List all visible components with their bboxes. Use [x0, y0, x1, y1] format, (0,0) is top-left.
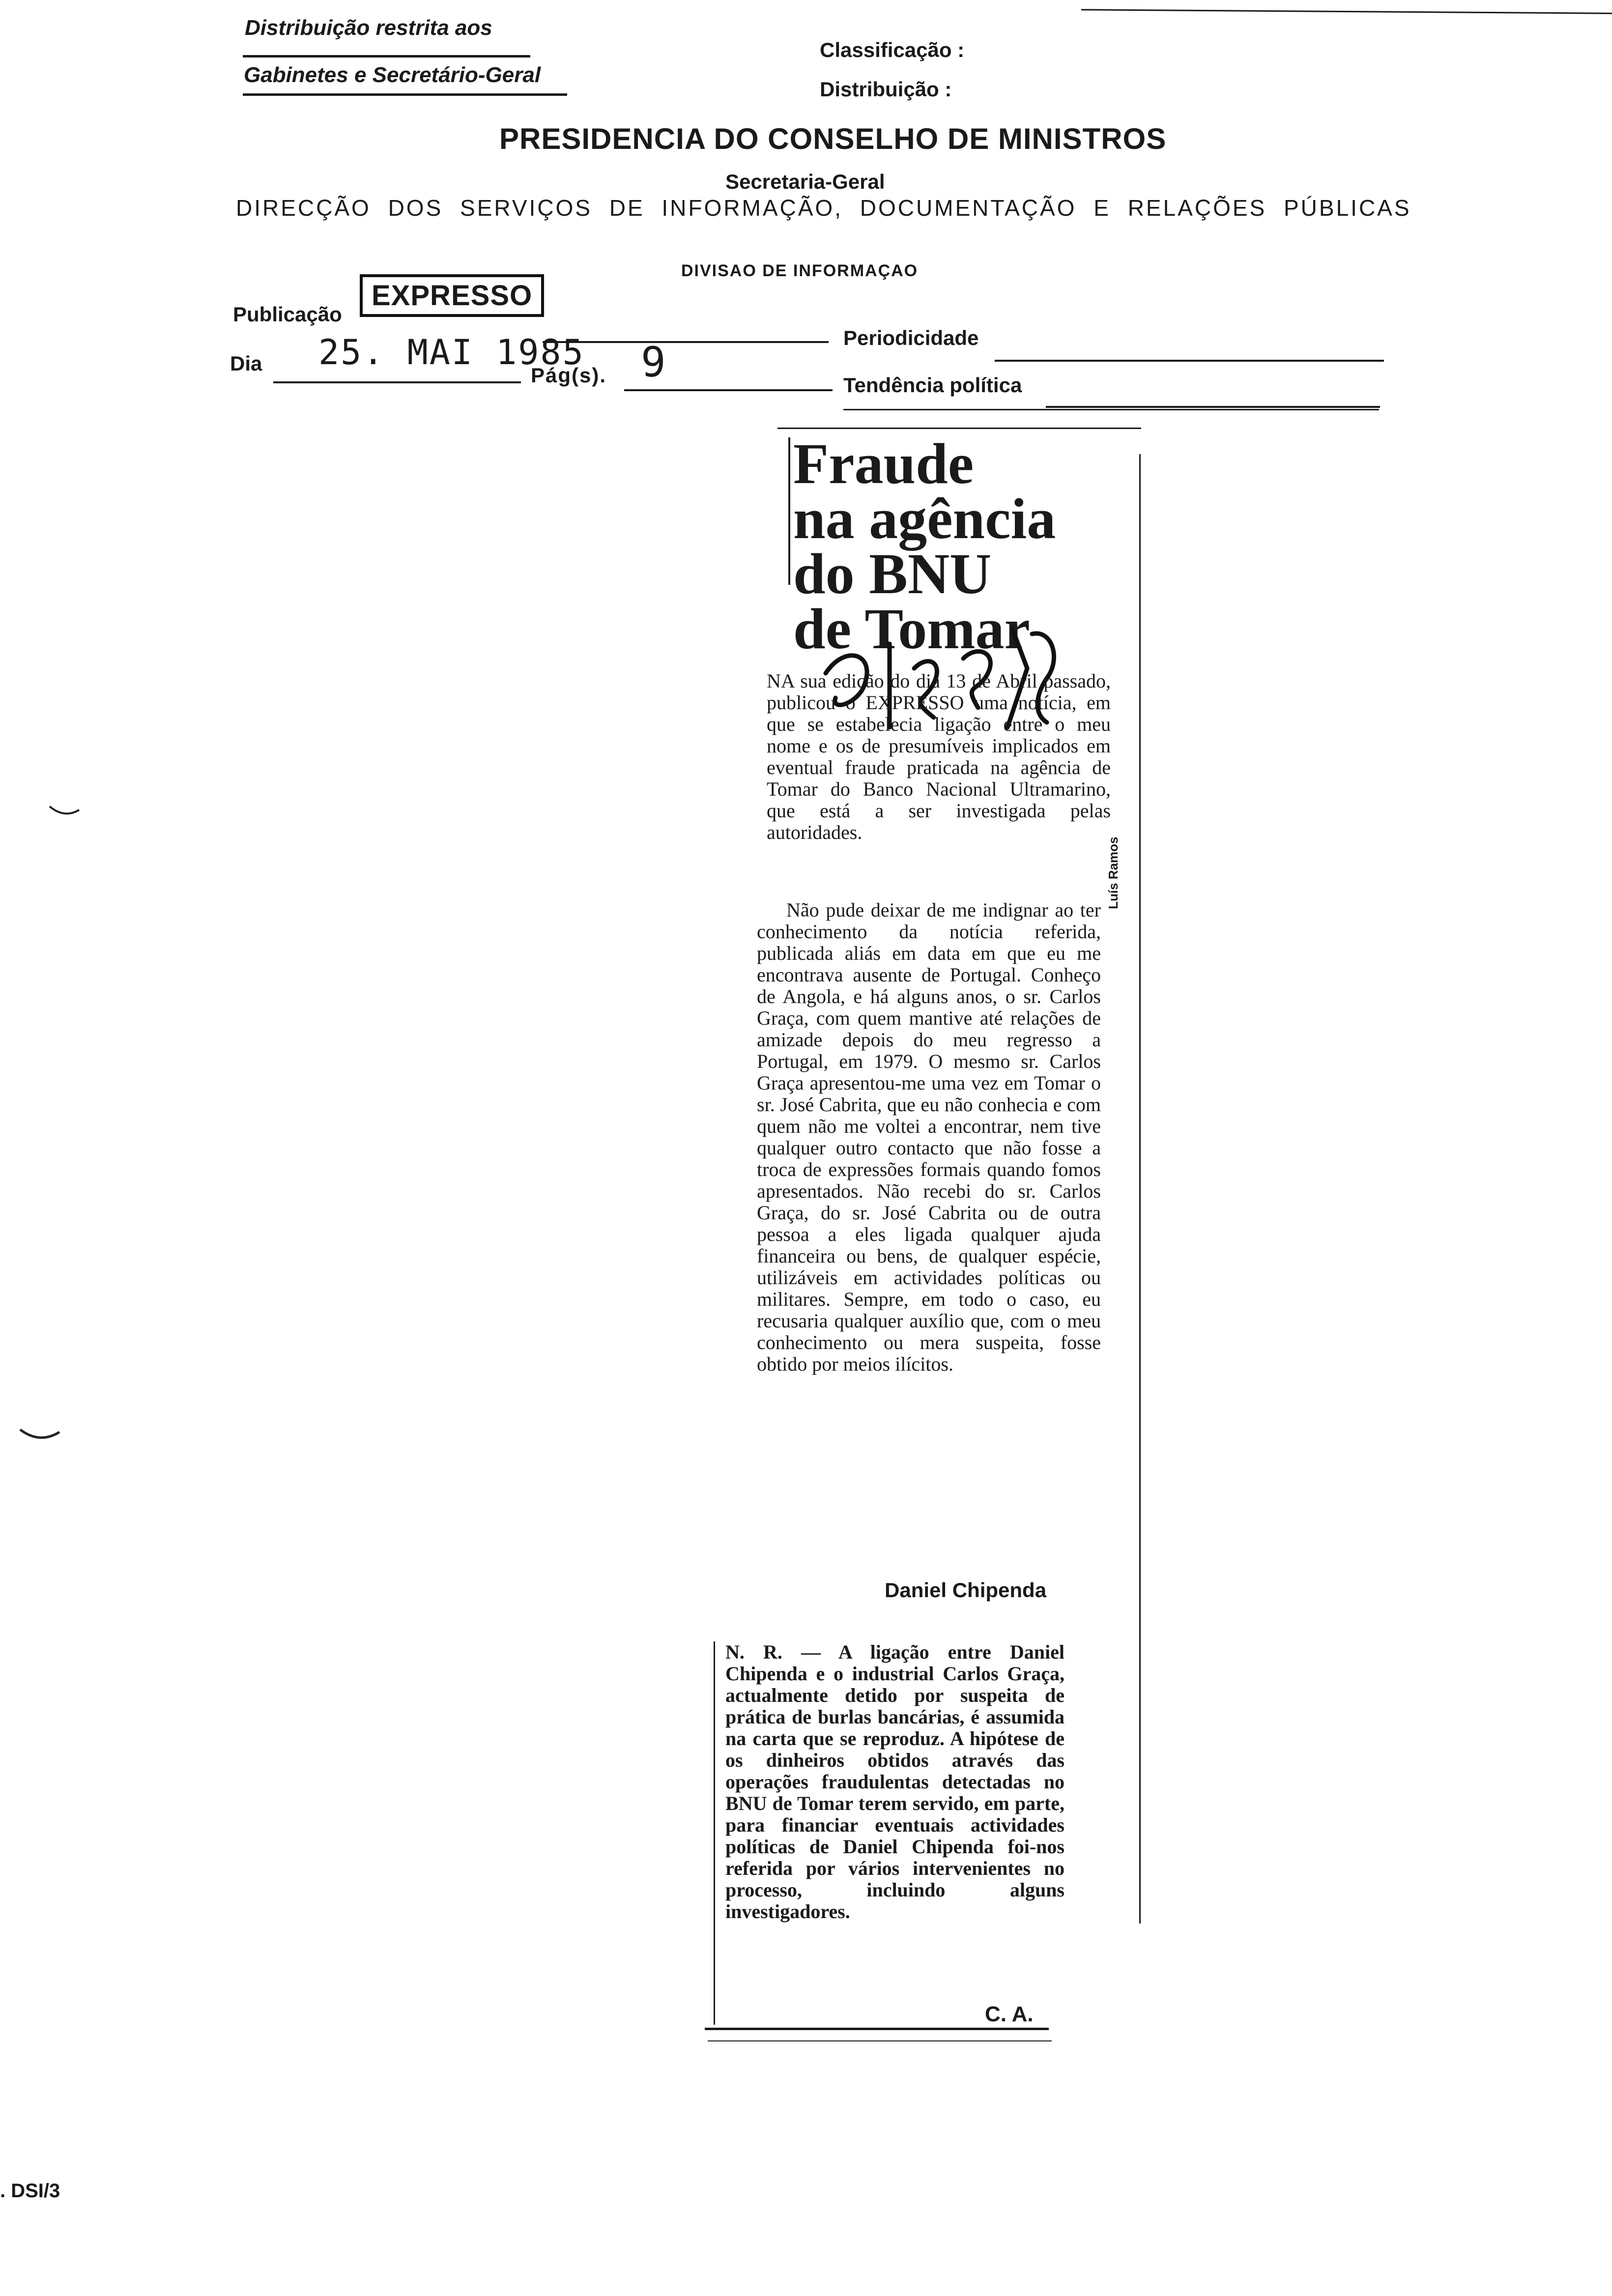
- publication-label: Publicação: [233, 303, 342, 326]
- day-label: Dia: [230, 352, 262, 375]
- day-value: 25. MAI 1985: [318, 332, 585, 373]
- distribution-label: Distribuição :: [820, 78, 952, 101]
- restricted-note-line1: Distribuição restrita aos: [245, 16, 492, 40]
- directorate-label: DIRECÇÃO DOS SERVIÇOS DE INFORMAÇÃO, DOCUMENTAÇÃO E RELAÇÕES PÚBLICAS: [236, 195, 1411, 221]
- editor-note-author: C. A.: [985, 2002, 1034, 2026]
- clip-top-rule: [777, 428, 1141, 429]
- classification-label: Classificação :: [820, 38, 965, 61]
- scan-mark-1: [47, 804, 82, 819]
- article-author: Daniel Chipenda: [885, 1578, 1047, 1602]
- publication-field-line: [543, 341, 829, 343]
- pages-label: Pág(s).: [531, 364, 607, 387]
- nr-left-rule: [714, 1641, 715, 2025]
- tendency-label: Tendência política: [843, 373, 1022, 397]
- scan-mark-2: [18, 1427, 62, 1442]
- handwritten-reference-text: [835, 609, 837, 610]
- restricted-note-underline-2: [243, 93, 567, 96]
- footer-code: . DSI/3: [0, 2180, 60, 2202]
- periodicity-field-line: [995, 360, 1384, 362]
- tendency-field-line-2: [843, 409, 1379, 410]
- secretariat-label: Secretaria-Geral: [725, 170, 885, 193]
- clip-left-rule: [788, 437, 790, 585]
- division-label: DIVISAO DE INFORMAÇAO: [681, 261, 919, 280]
- periodicity-label: Periodicidade: [843, 326, 979, 349]
- editor-note: N. R. — A ligação entre Daniel Chipenda e o industrial Carlos Graça, actualmente detido por suspeita de prática de burlas bancárias, é assumida na carta que se reproduz. A hipótese de os dinheiros obtidos através das operações fraudulentas detectadas no BNU de Tomar terem servido, em parte, para financiar eventuais actividades políticas de Daniel Chipenda foi-nos referida por vários intervenientes no processo, incluindo alguns investigadores.: [725, 1641, 1065, 1923]
- pages-field-line: [624, 389, 833, 391]
- pages-value: 9: [641, 338, 667, 386]
- restricted-note-underline: [243, 55, 530, 57]
- clip-right-rule: [1139, 454, 1141, 1923]
- office-title: PRESIDENCIA DO CONSELHO DE MINISTROS: [499, 122, 1167, 155]
- top-rule: [1081, 9, 1612, 14]
- clip-bottom-rule-2: [708, 2040, 1052, 2041]
- article-paragraph-2: Não pude deixar de me indignar ao ter conhecimento da notícia referida, publicada aliás em data em que eu me encontrava ausente de Portugal. Conheço de Angola, e há alguns anos, o sr. Carlos Graça, com quem mantive até relações de amizade depois do meu regresso a Portugal, em 1979. O mesmo sr. Carlos Graça apresentou-me uma vez em Tomar o sr. José Cabrita, que eu não conhecia e com quem não me voltei a encontrar, nem tive qualquer outro contacto que não fosse a troca de expressões formais quando fomos apresentados. Não recebi do sr. Carlos Graça, do sr. José Cabrita ou de outra pessoa a eles ligada qualquer ajuda financeira ou bens, de qualquer espécie, utilizáveis em actividades políticas ou militares. Sempre, em todo o caso, eu recusaria qualquer auxílio que, com o meu conhecimento ou mera suspeita, fosse obtido por meios ilícitos.: [757, 899, 1101, 1375]
- clip-bottom-rule: [705, 2028, 1049, 2030]
- article-paragraph-1: NA sua edição do dia 13 de Abril passado, publicou o EXPRESSO uma notícia, em que se estabelecia ligação entre o meu nome e os de presumíveis implicados em eventual fraude praticada na agência de Tomar do Banco Nacional Ultramarino, que está a ser investigada pelas autoridades.: [767, 670, 1111, 843]
- publication-stamp: EXPRESSO: [360, 274, 544, 317]
- photo-credit: Luís Ramos: [1106, 836, 1121, 909]
- article-title: Fraude na agência do BNU de Tomar: [793, 431, 1056, 661]
- tendency-field-line: [1046, 406, 1380, 408]
- day-field-line: [273, 381, 521, 383]
- restricted-note-line2: Gabinetes e Secretário-Geral: [244, 63, 541, 87]
